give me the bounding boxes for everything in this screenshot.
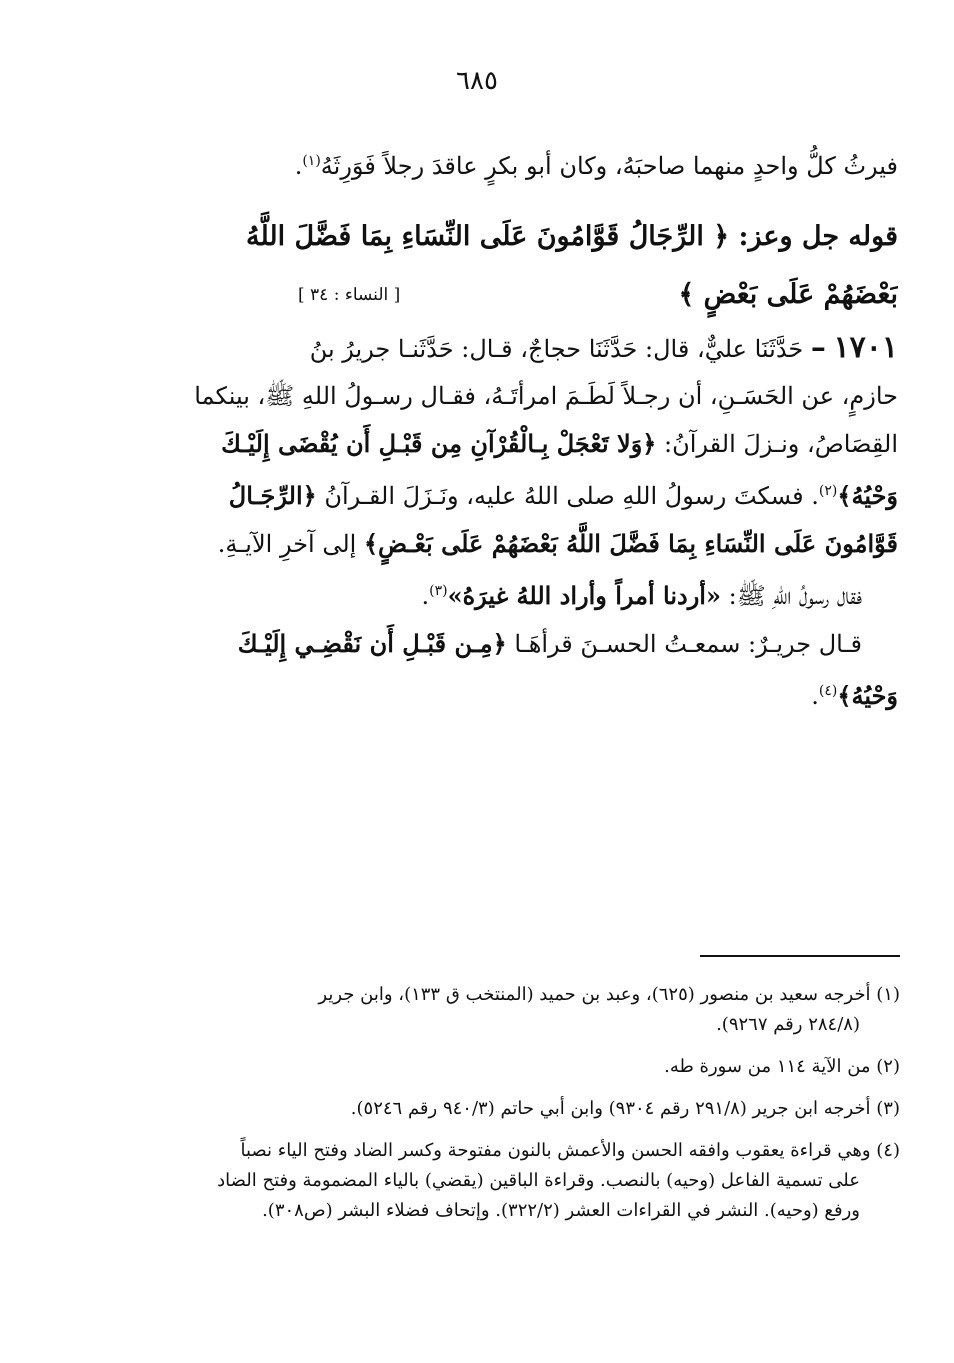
heading-verse: ﴿ الرِّجَالُ قَوَّامُونَ عَلَى النِّسَاءِ بِمَا فَضَّلَ اللَّهُ: [246, 221, 730, 252]
footnote-3: (٣) أخرجه ابن جرير (٢٩١/٨ رقم ٩٣٠٤) وابن أبي حاتم (٩٤٠/٣ رقم ٥٢٤٦).: [350, 1098, 900, 1119]
hadith-line-6: فقال رسولُ اللهِ ﷺ: «أردنا أمراً وأراد اللهُ غيرَهُ»$^{(٣)}$.: [421, 581, 862, 610]
surah-reference: [ النساء : ٣٤ ]: [298, 285, 401, 305]
footnote-4: (٤) وهي قراءة يعقوب وافقه الحسن والأعمش بالنون مفتوحة وكسر الضاد وفتح الياء نصباً على تسمية الفاعل (وحيه) بالنصب. وقراءة الباقين (يقضي) بالياء المضمومة وفتح الضاد ورفع (وحيه). النشر في القراءات العشر (٣٢٢/٢). وإتحاف فضلاء البشر (ص٣٠٨).: [217, 1140, 900, 1221]
hadith-line-5: قَوَّامُونَ عَلَى النِّسَاءِ بِمَا فَضَّلَ اللَّهُ بَعْضَهُمْ عَلَى بَعْـضٍ﴾ إلى آخرِ الآيـةِ.: [217, 529, 898, 558]
hadith-line-7: قـال جريـرٌ: سمعـتُ الحسـنَ قرأهَـا ﴿مِـن قَبْـلِ أَن نَقْضِـي إِلَيْـكَ: [237, 629, 862, 658]
prophet-quote: «أردنا أمراً وأراد اللهُ غيرَهُ»: [447, 581, 721, 610]
hadith-line-3: القِصَاصُ، ونـزلَ القرآنُ: ﴿وَلا تَعْجَلْ بِـالْقُرْآنِ مِن قَبْـلِ أَن يُقْضَى إِلَيْـكَ: [221, 429, 898, 458]
footnote-2: (٢) من الآية ١١٤ من سورة طه.: [664, 1056, 900, 1077]
footnote-ref-4: (٤): [818, 683, 838, 699]
footnote-ref-1: (١): [302, 153, 321, 169]
verse-taha: ﴿وَلا تَعْجَلْ بِـالْقُرْآنِ مِن قَبْـلِ أَن يُقْضَى إِلَيْـكَ: [221, 429, 657, 458]
hadith-line-2: حازمٍ، عن الحَسَـنِ، أن رجـلاً لَطَـمَ امرأتَـهُ، فقـال رسـولُ اللهِ ﷺ، بينكما: [194, 382, 898, 410]
page-number: ٦٨٥: [456, 66, 498, 96]
footnote-divider: [700, 955, 900, 957]
hadith-line-8: وَحْيُهُ﴾$^{(٤)}$.: [811, 681, 898, 710]
hadith-line-1: ١٧٠١ – حَدَّثَنَا عليٌّ، قال: حَدَّثَنَا حجاجٌ، قـال: حَدَّثَنـا جريرُ بنُ: [309, 330, 898, 365]
intro-line: فيرثُ كلُّ واحدٍ منهما صاحبَهُ، وكان أبو بكرٍ عاقدَ رجلاً فَوَرِثَهُ$^{(١)}$.: [294, 152, 898, 180]
heading-verse-end: بَعْضَهُمْ عَلَى بَعْضٍ ﴾: [678, 279, 898, 310]
verse-qiraa: ﴿مِـن قَبْـلِ أَن نَقْضِـي إِلَيْـكَ: [237, 629, 507, 658]
section-heading: قوله جل وعز: ﴿ الرِّجَالُ قَوَّامُونَ عَلَى النِّسَاءِ بِمَا فَضَّلَ اللَّهُ: [246, 221, 898, 252]
hadith-number: ١٧٠١: [833, 330, 898, 365]
verse-nisa: قَوَّامُونَ عَلَى النِّسَاءِ بِمَا فَضَّلَ اللَّهُ بَعْضَهُمْ عَلَى بَعْـضٍ﴾: [363, 529, 898, 558]
footnote-1: (١) أخرجه سعيد بن منصور (٦٢٥)، وعبد بن حميد (المنتخب ق ١٣٣)، وابن جرير (٢٨٤/٨ رقم ٩٢٦٧).: [318, 984, 900, 1035]
section-heading-cont: [128, 266, 898, 324]
hadith-line-4: وَحْيُهُ﴾$^{(٢)}$. فسكتَ رسولُ اللهِ صلى اللهُ عليه، ونَـزَلَ القـرآنُ ﴿الرِّجَـالُ: [228, 481, 898, 510]
footnotes: [130, 980, 900, 1238]
footnote-ref-2: (٢): [818, 483, 838, 499]
footnote-ref-3: (٣): [429, 583, 448, 599]
main-text: [128, 138, 898, 720]
